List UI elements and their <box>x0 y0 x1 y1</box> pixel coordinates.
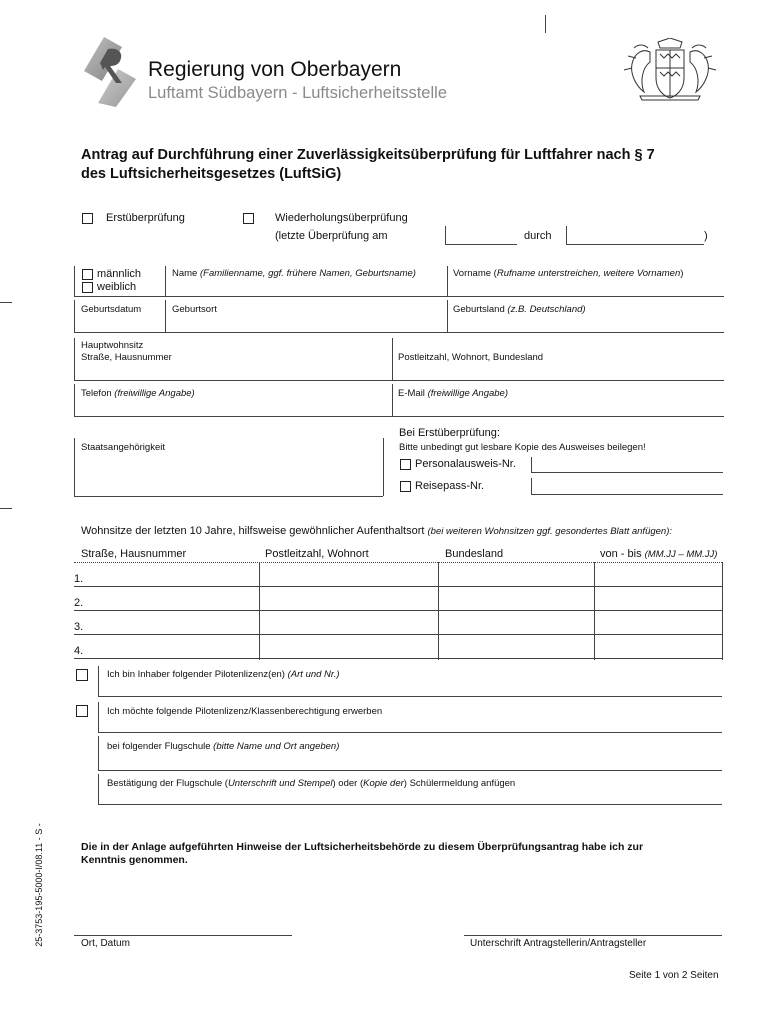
main-residence-label: Hauptwohnsitz <box>81 340 144 351</box>
birth-country-label-text: Geburtsland <box>453 304 505 315</box>
email-input[interactable] <box>398 400 724 417</box>
phone-input[interactable] <box>81 400 390 417</box>
confirm-field-left <box>98 774 99 804</box>
address-field-left <box>74 338 75 380</box>
male-checkbox[interactable] <box>82 269 93 280</box>
coat-of-arms-icon <box>620 38 720 102</box>
name-label <box>172 268 416 279</box>
birth-country-label <box>453 304 586 315</box>
row-3-street[interactable] <box>90 618 259 635</box>
place-date-line <box>74 935 292 936</box>
school-input[interactable] <box>107 754 721 770</box>
address-row-line <box>74 380 724 381</box>
first-name-hint: Rufname unterstreichen, weitere Vornamen <box>496 268 681 279</box>
place-date-input[interactable] <box>76 918 292 936</box>
top-margin-mark <box>545 15 546 33</box>
by-label: durch <box>524 230 552 242</box>
form-title-line-1: Antrag auf Durchführung einer Zuverlässigkeitsüberprüfung für Luftfahrer nach § 7 <box>81 147 655 163</box>
rob-logo <box>78 33 142 107</box>
street-label: Straße, Hausnummer <box>81 352 172 363</box>
col-divider-1 <box>259 562 260 660</box>
birth-date-input[interactable] <box>81 316 165 333</box>
page-number: Seite 1 von 2 Seiten <box>629 970 719 981</box>
phone-field-left <box>74 384 75 416</box>
row-3-dates[interactable] <box>598 618 722 635</box>
col-divider-4 <box>722 562 723 660</box>
citizenship-field-right <box>383 438 384 496</box>
fold-mark-2 <box>0 508 12 509</box>
phone-label <box>81 388 195 399</box>
pilot-acquire-line <box>98 732 722 733</box>
id-card-input[interactable] <box>535 457 725 473</box>
row-2-postal[interactable] <box>263 594 439 611</box>
acknowledge-line-1: Die in der Anlage aufgeführten Hinweise der Luftsicherheitsbehörde zu diesem Überprüfungsantrag habe ich zur <box>81 841 644 853</box>
name-field-divider <box>165 266 166 296</box>
school-label <box>107 741 339 752</box>
authority-field-left <box>566 226 567 244</box>
name-label-text: Name <box>172 268 198 279</box>
street-input[interactable] <box>81 364 390 381</box>
signature-input[interactable] <box>466 918 722 936</box>
row-number-3: 3. <box>74 621 84 633</box>
place-date-label: Ort, Datum <box>81 938 130 949</box>
residences-heading-text: Wohnsitze der letzten 10 Jahre, hilfsweise gewöhnlicher Aufenthaltsort <box>81 525 425 537</box>
school-line <box>98 770 722 771</box>
last-check-authority-input[interactable] <box>569 227 705 245</box>
pilot-owner-hint: (Art und Nr.) <box>287 669 340 680</box>
first-name-input[interactable] <box>453 280 725 297</box>
female-label: weiblich <box>97 281 137 293</box>
citizenship-input[interactable] <box>81 456 385 492</box>
col-street: Straße, Hausnummer <box>81 548 187 560</box>
pilot-acquire-label: Ich möchte folgende Pilotenlizenz/Klassenberechtigung erwerben <box>107 706 383 717</box>
pilot-owner-field-left <box>98 666 99 696</box>
residences-header-line <box>74 562 722 563</box>
pilot-owner-checkbox[interactable] <box>76 669 88 681</box>
male-label: männlich <box>97 268 142 280</box>
id-copy-note: Bitte unbedingt gut lesbare Kopie des Ausweises beilegen! <box>399 442 646 453</box>
repeat-check-checkbox[interactable] <box>243 213 254 224</box>
female-checkbox[interactable] <box>82 282 93 293</box>
pilot-owner-input[interactable] <box>107 681 721 697</box>
pilot-acquire-checkbox[interactable] <box>76 705 88 717</box>
confirm-part-2: Unterschrift und Stempel <box>227 778 333 789</box>
row-1-state[interactable] <box>442 570 594 587</box>
phone-label-text: Telefon <box>81 388 112 399</box>
birth-place-input[interactable] <box>172 316 446 333</box>
email-hint: (freiwillige Angabe) <box>427 388 508 399</box>
org-subtitle: Luftamt Südbayern - Luftsicherheitsstelle <box>148 84 447 102</box>
row-4-dates[interactable] <box>598 642 722 659</box>
row-2-dates[interactable] <box>598 594 722 611</box>
confirm-part-3: ) oder ( <box>332 778 364 789</box>
col-divider-3 <box>594 562 595 660</box>
last-check-date-field-left <box>445 226 446 244</box>
col-postal: Postleitzahl, Wohnort <box>265 548 369 560</box>
col-dates <box>600 548 717 560</box>
birth-date-field-left <box>74 300 75 332</box>
row-number-2: 2. <box>74 597 84 609</box>
pilot-owner-text: Ich bin Inhaber folgender Pilotenlizenz(en) <box>107 669 285 680</box>
last-check-label: (letzte Überprüfung am <box>275 230 388 242</box>
first-name-field-left <box>447 266 448 296</box>
school-hint: (bitte Name und Ort angeben) <box>213 741 340 752</box>
form-code: 25-3753-195-5000-I/08.11 - S - <box>34 823 44 947</box>
confirm-part-4: Kopie der <box>363 778 404 789</box>
citizenship-label: Staatsangehörigkeit <box>81 442 165 453</box>
signature-line <box>464 935 722 936</box>
row-4-street[interactable] <box>90 642 259 659</box>
birth-place-label: Geburtsort <box>172 304 217 315</box>
org-name: Regierung von Oberbayern <box>148 58 402 81</box>
first-check-label: Erstüberprüfung <box>106 212 185 224</box>
last-check-date-input[interactable] <box>448 227 520 245</box>
school-field-left <box>98 736 99 770</box>
id-card-label: Personalausweis-Nr. <box>415 458 516 470</box>
confirm-line <box>98 804 722 805</box>
first-name-hint-close: ) <box>680 268 684 279</box>
email-field-left <box>392 384 393 416</box>
acknowledge-line-2: Kenntnis genommen. <box>81 854 188 866</box>
birth-country-hint: (z.B. Deutschland) <box>507 304 586 315</box>
id-card-field-left <box>531 457 532 472</box>
passport-input[interactable] <box>535 479 725 495</box>
row-1-street[interactable] <box>90 570 259 587</box>
pilot-owner-line <box>98 696 722 697</box>
first-name-label-text: Vorname <box>453 268 492 279</box>
first-name-label <box>453 268 683 279</box>
citizenship-field-left <box>74 438 75 496</box>
form-title-line-2: des Luftsicherheitsgesetzes (LuftSiG) <box>81 166 342 182</box>
id-card-checkbox[interactable] <box>400 459 411 470</box>
row-1-postal[interactable] <box>263 570 439 587</box>
signature-label: Unterschrift Antragstellerin/Antragsteller <box>470 938 647 949</box>
row-2-street[interactable] <box>90 594 259 611</box>
birth-date-label: Geburtsdatum <box>81 304 142 315</box>
citizenship-row-line <box>74 496 383 497</box>
postal-input[interactable] <box>398 364 724 381</box>
email-label-text: E-Mail <box>398 388 425 399</box>
phone-row-line <box>74 416 724 417</box>
row-4-postal[interactable] <box>263 642 439 659</box>
first-name-hint-open: ( <box>493 268 497 279</box>
confirm-part-5: ) Schülermeldung anfügen <box>403 778 516 789</box>
row-number-4: 4. <box>74 645 84 657</box>
birth-row-line <box>74 332 724 333</box>
first-check-checkbox[interactable] <box>82 213 93 224</box>
confirm-part-1: Bestätigung der Flugschule ( <box>107 778 228 789</box>
pilot-acquire-field-left <box>98 702 99 732</box>
fold-mark-1 <box>0 302 12 303</box>
first-check-id-heading: Bei Erstüberprüfung: <box>399 427 500 439</box>
row-1-dates[interactable] <box>598 570 722 587</box>
birth-place-field-left <box>165 300 166 332</box>
school-confirmation-label <box>107 778 515 789</box>
name-input[interactable] <box>172 280 446 297</box>
residences-heading <box>81 525 672 537</box>
school-label-text: bei folgender Flugschule <box>107 741 211 752</box>
col-dates-text: von - bis <box>600 548 642 560</box>
phone-hint: (freiwillige Angabe) <box>114 388 195 399</box>
row-number-1: 1. <box>74 573 84 585</box>
passport-label: Reisepass-Nr. <box>415 480 485 492</box>
close-paren: ) <box>704 230 708 242</box>
repeat-check-label: Wiederholungsüberprüfung <box>275 212 408 224</box>
row-3-postal[interactable] <box>263 618 439 635</box>
name-label-hint: (Familienname, ggf. frühere Namen, Geburtsname) <box>199 268 416 279</box>
row-4-state[interactable] <box>442 642 594 659</box>
col-state: Bundesland <box>445 548 504 560</box>
passport-field-left <box>531 478 532 494</box>
postal-field-left <box>392 338 393 380</box>
row-3-state[interactable] <box>442 618 594 635</box>
col-dates-hint: (MM.JJ – MM.JJ) <box>644 549 718 560</box>
birth-country-field-left <box>447 300 448 332</box>
name-field-left <box>74 266 75 296</box>
residences-heading-hint: (bei weiteren Wohnsitzen ggf. gesondertes Blatt anfügen): <box>427 526 673 537</box>
passport-checkbox[interactable] <box>400 481 411 492</box>
row-2-state[interactable] <box>442 594 594 611</box>
pilot-owner-label <box>107 669 340 680</box>
email-label <box>398 388 508 399</box>
birth-country-input[interactable] <box>453 316 725 333</box>
postal-label: Postleitzahl, Wohnort, Bundesland <box>398 352 544 363</box>
